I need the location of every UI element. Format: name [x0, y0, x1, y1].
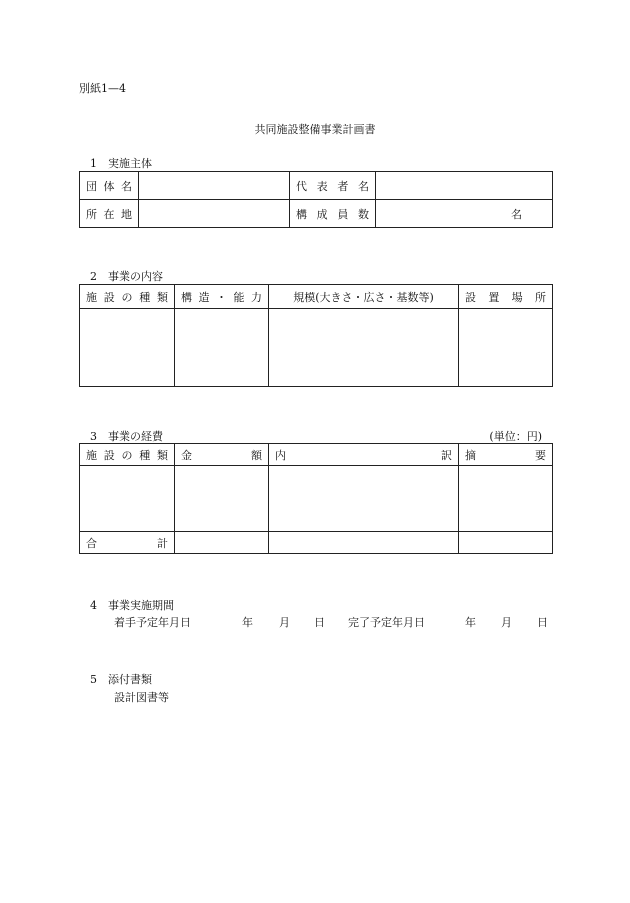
unit-note: (単位：円) [489, 430, 542, 443]
cost-amount-cell[interactable] [175, 466, 269, 532]
end-date-label: 完了予定年月日 [348, 616, 425, 629]
cost-header-amount: 金 額 [175, 444, 269, 466]
header-location: 設 置 場 所 [459, 285, 553, 309]
address-field[interactable] [139, 200, 290, 228]
start-day: 日 [314, 616, 325, 629]
page-title: 共同施設整備事業計画書 [254, 123, 376, 136]
attachment-item: 設計図書等 [114, 691, 169, 704]
cost-header-breakdown: 内 訳 [269, 444, 459, 466]
facility-type-cell[interactable] [80, 309, 175, 387]
total-remarks-cell[interactable] [459, 532, 553, 554]
address-label: 所 在 地 [80, 200, 139, 228]
section-2-heading: 2 事業の内容 [90, 270, 163, 283]
total-breakdown-cell[interactable] [269, 532, 459, 554]
location-cell[interactable] [459, 309, 553, 387]
start-month: 月 [279, 616, 290, 629]
cost-facility-type-cell[interactable] [80, 466, 175, 532]
end-day: 日 [537, 616, 548, 629]
members-field[interactable] [376, 200, 553, 228]
end-year: 年 [465, 616, 476, 629]
section-1-heading: 1 実施主体 [90, 157, 152, 170]
section-3-heading: 3 事業の経費 [90, 430, 163, 443]
start-year: 年 [242, 616, 253, 629]
cost-header-facility-type: 施 設 の 種 類 [80, 444, 175, 466]
section-4-heading: 4 事業実施期間 [90, 599, 174, 612]
cost-header-remarks: 摘 要 [459, 444, 553, 466]
implementing-entity-table [79, 171, 553, 228]
section-5-heading: 5 添付書類 [90, 673, 152, 686]
project-content-table [79, 284, 553, 387]
header-facility-type: 施 設 の 種 類 [80, 285, 175, 309]
members-unit: 名 [511, 207, 522, 221]
cost-breakdown-cell[interactable] [269, 466, 459, 532]
org-name-field[interactable] [139, 172, 290, 200]
org-name-label: 団 体 名 [80, 172, 139, 200]
scale-cell[interactable] [269, 309, 459, 387]
cost-remarks-cell[interactable] [459, 466, 553, 532]
project-cost-table [79, 443, 553, 554]
end-month: 月 [501, 616, 512, 629]
start-date-label: 着手予定年月日 [114, 616, 191, 629]
header-scale: 規模(大きさ・広さ・基数等) [269, 285, 459, 309]
document-reference: 別紙1—4 [79, 82, 126, 95]
structure-capacity-cell[interactable] [175, 309, 269, 387]
header-structure-capacity: 構 造 ・ 能 力 [175, 285, 269, 309]
total-label: 合 計 [80, 532, 175, 554]
members-label: 構 成 員 数 [290, 200, 376, 228]
representative-field[interactable] [376, 172, 553, 200]
representative-label: 代 表 者 名 [290, 172, 376, 200]
total-amount-cell[interactable] [175, 532, 269, 554]
